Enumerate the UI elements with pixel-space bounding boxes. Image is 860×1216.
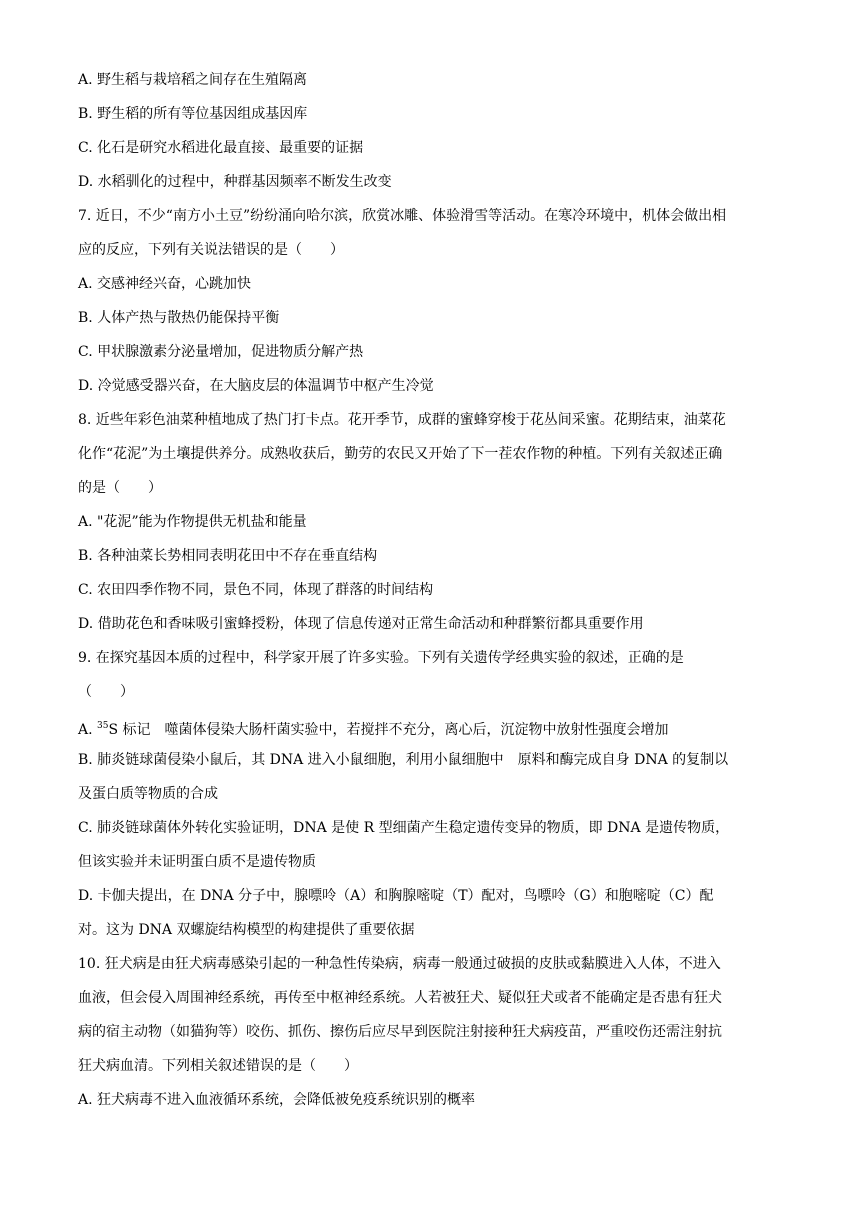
isotope-superscript: 35 [97, 721, 109, 731]
q8-stem-line-3: 的是（ ） [78, 480, 162, 496]
q10-stem-line-3: 病的宿主动物（如猫狗等）咬伤、抓伤、擦伤后应尽早到医院注射接种狂犬病疫苗，严重咬伤还需注射抗 [78, 1024, 722, 1040]
q10-stem-line-1: 10. 狂犬病是由狂犬病毒感染引起的一种急性传染病，病毒一般通过破损的皮肤或黏膜进入人体，不进入 [78, 956, 721, 972]
q8-option-d: D. 借助花色和香味吸引蜜蜂授粉，体现了信息传递对正常生命活动和种群繁衍都具重要作用 [78, 616, 644, 632]
q10-stem-line-2: 血液，但会侵入周围神经系统，再传至中枢神经系统。人若被狂犬、疑似狂犬或者不能确定是否患有狂犬 [78, 990, 722, 1006]
q8-option-c: C. 农田四季作物不同，景色不同，体现了群落的时间结构 [78, 582, 434, 598]
q9-option-c-line-1: C. 肺炎链球菌体外转化实验证明，DNA 是使 R 型细菌产生稳定遗传变异的物质，即 DNA 是遗传物质， [78, 820, 730, 836]
q9-option-b-line-2: 及蛋白质等物质的合成 [78, 786, 218, 802]
q7-option-c: C. 甲状腺激素分泌量增加，促进物质分解产热 [78, 344, 364, 360]
q8-stem-line-1: 8. 近些年彩色油菜种植地成了热门打卡点。花开季节，成群的蜜蜂穿梭于花丛间采蜜。花期结束，油菜花 [78, 412, 726, 428]
q9-option-a-text: S 标记 噬菌体侵染大肠杆菌实验中，若搅拌不充分，离心后，沉淀物中放射性强度会增加 [108, 722, 669, 738]
q7-stem-line-2: 应的反应，下列有关说法错误的是（ ） [78, 242, 344, 258]
q9-option-d-line-1: D. 卡伽夫提出，在 DNA 分子中，腺嘌呤（A）和胸腺嘧啶（T）配对，鸟嘌呤（G）和胞嘧啶（C）配 [78, 888, 714, 904]
q10-option-a: A. 狂犬病毒不进入血液循环系统，会降低被免疫系统识别的概率 [78, 1092, 476, 1108]
q8-option-a: A. "花泥”能为作物提供无机盐和能量 [78, 514, 307, 530]
q10-stem-line-4: 狂犬病血清。下列相关叙述错误的是（ ） [78, 1058, 358, 1074]
q7-option-b: B. 人体产热与散热仍能保持平衡 [78, 310, 280, 326]
q6-option-a: A. 野生稻与栽培稻之间存在生殖隔离 [78, 72, 308, 88]
q9-option-c-line-2: 但该实验并未证明蛋白质不是遗传物质 [78, 854, 316, 870]
q8-option-b: B. 各种油菜长势相同表明花田中不存在垂直结构 [78, 548, 378, 564]
q9-stem-line-2: （ ） [78, 684, 134, 700]
q6-option-b: B. 野生稻的所有等位基因组成基因库 [78, 106, 308, 122]
q6-option-d: D. 水稻驯化的过程中，种群基因频率不断发生改变 [78, 174, 392, 190]
q9-option-a-prefix: A. [78, 722, 98, 738]
q6-option-c: C. 化石是研究水稻进化最直接、最重要的证据 [78, 140, 364, 156]
q9-option-d-line-2: 对。这为 DNA 双螺旋结构模型的构建提供了重要依据 [78, 922, 415, 938]
q8-stem-line-2: 化作“花泥”为土壤提供养分。成熟收获后，勤劳的农民又开始了下一茬农作物的种植。下列有关叙述正确 [78, 446, 723, 462]
q9-stem-line-1: 9. 在探究基因本质的过程中，科学家开展了许多实验。下列有关遗传学经典实验的叙述，正确的是 [78, 650, 684, 666]
q7-option-d: D. 冷觉感受器兴奋，在大脑皮层的体温调节中枢产生冷觉 [78, 378, 434, 394]
q9-option-a [78, 716, 669, 740]
q7-stem-line-1: 7. 近日，不少“南方小土豆”纷纷涌向哈尔滨，欣赏冰雕、体验滑雪等活动。在寒冷环境中，机体会做出相 [78, 208, 727, 224]
q7-option-a: A. 交感神经兴奋，心跳加快 [78, 276, 252, 292]
q9-option-b-line-1: B. 肺炎链球菌侵染小鼠后，其 DNA 进入小鼠细胞，利用小鼠细胞中 原料和酶完成自身 DNA 的复制以 [78, 752, 729, 768]
